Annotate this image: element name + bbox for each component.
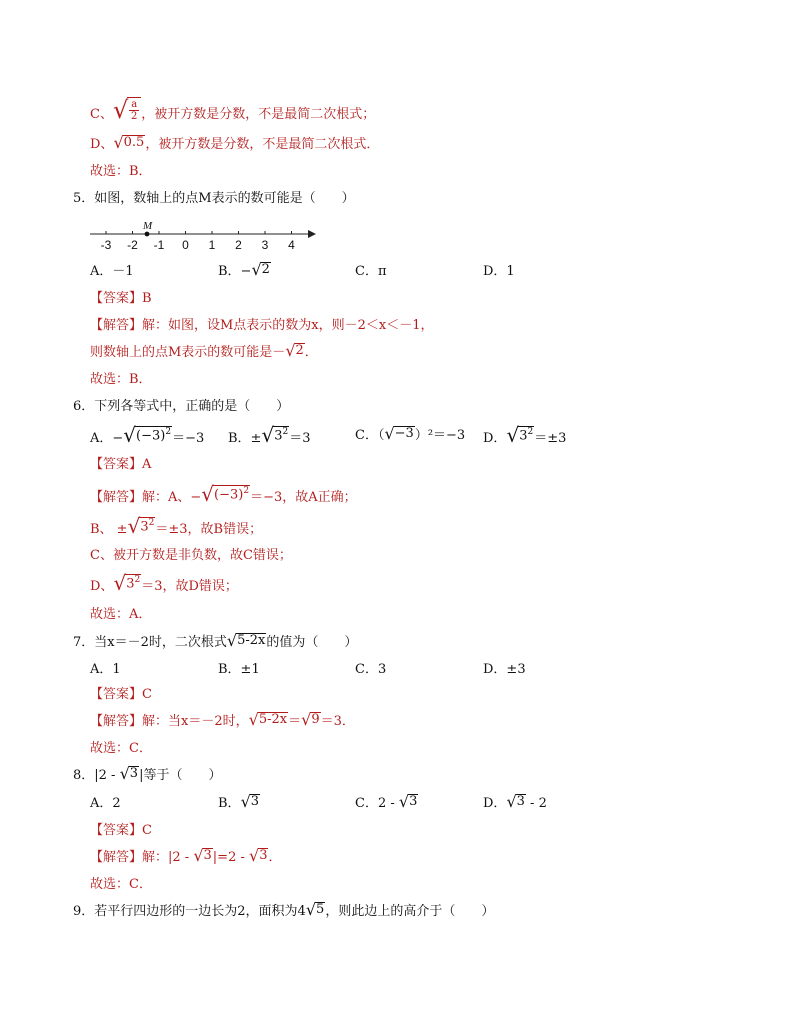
sqrt-expression: √ $3^2$ bbox=[261, 423, 289, 447]
radicand: 5-2x bbox=[237, 633, 266, 649]
radicand: 3 bbox=[250, 794, 260, 810]
q6-exp-a-prefix: 【解答】解：A、− bbox=[90, 490, 202, 505]
q7-stem-end: 的值为（ ） bbox=[266, 635, 358, 650]
prev-d-text: ，被开方数是分数，不是最简二次根式． bbox=[145, 137, 380, 152]
q9-stem bbox=[73, 901, 494, 923]
q7-stem bbox=[73, 632, 357, 654]
q5-option-c[interactable]: C．π bbox=[355, 264, 387, 279]
q7-explain-text: 【解答】解：当x＝－2时， bbox=[90, 714, 249, 729]
axis-arrow bbox=[308, 230, 316, 238]
tick-label: -3 bbox=[100, 238, 112, 252]
tick-label: 4 bbox=[288, 238, 295, 252]
q7-choose: 故选：C． bbox=[90, 741, 152, 756]
tick-label: 2 bbox=[235, 238, 242, 252]
sqrt-expression: √ 2 bbox=[285, 341, 304, 360]
radicand: 5-2x bbox=[258, 712, 288, 728]
sqrt-expression: √ 3 bbox=[506, 792, 525, 811]
q5-explain-1: 【解答】解：如图，设M点表示的数为x，则－2＜x＜－1， bbox=[90, 318, 434, 333]
q6-choose: 故选：A． bbox=[90, 607, 152, 622]
q6-a-suffix: ＝−3 bbox=[172, 431, 205, 446]
radicand: 2 bbox=[295, 343, 304, 359]
q6-b-suffix: ＝3 bbox=[289, 431, 311, 446]
q6-a-prefix: A．− bbox=[90, 431, 124, 446]
tick-label: 0 bbox=[182, 238, 189, 252]
q6-c-prefix: C．（ bbox=[355, 428, 385, 443]
q7-option-d[interactable]: D．±3 bbox=[483, 662, 526, 677]
q7-stem-text: 7．当x＝－2时，二次根式 bbox=[73, 635, 227, 650]
q6-exp-d-suffix: ＝3，故D错误； bbox=[141, 579, 238, 594]
radicand: 9 bbox=[311, 712, 320, 728]
exponent: 2 bbox=[527, 426, 534, 437]
exponent: 2 bbox=[134, 574, 141, 585]
q8-explain-end: ． bbox=[268, 850, 282, 865]
q8-option-a[interactable]: A．2 bbox=[90, 796, 121, 811]
q6-option-d[interactable] bbox=[483, 425, 566, 450]
sqrt-expression: √ 3 bbox=[249, 846, 268, 865]
radicand: 3 bbox=[129, 766, 139, 782]
prev-c-text: ，被开方数是分数，不是最简二次根式； bbox=[141, 107, 376, 122]
q5-option-b[interactable] bbox=[218, 261, 271, 283]
q6-explain-c: C、被开方数是非负数，故C错误； bbox=[90, 548, 292, 563]
radicand: (−3) bbox=[136, 428, 166, 444]
q6-b-prefix: B．± bbox=[228, 431, 262, 446]
radicand: 3 bbox=[409, 794, 418, 810]
exponent: 2 bbox=[243, 485, 250, 496]
prev-c-label: C、 bbox=[90, 107, 113, 122]
q5-explain-2 bbox=[90, 342, 318, 364]
tick-label: 3 bbox=[261, 238, 269, 252]
exponent: 2 bbox=[148, 517, 155, 528]
sqrt-expression: √ 5-2x bbox=[226, 631, 266, 650]
q6-d-prefix: D． bbox=[483, 431, 507, 446]
sqrt-expression: √ 3 bbox=[398, 792, 418, 811]
point-m bbox=[145, 232, 150, 237]
q8-stem-text: 8．|2 - bbox=[73, 768, 120, 783]
q5-answer: 【答案】B bbox=[90, 291, 152, 306]
q6-option-c[interactable] bbox=[355, 425, 465, 447]
sqrt-expression: √ −3 bbox=[384, 424, 414, 443]
sqrt-expression: √ $(-3)^2$ bbox=[201, 482, 250, 506]
radicand: −3 bbox=[394, 426, 414, 442]
q6-exp-b-suffix: ＝±3，故B错误； bbox=[155, 522, 263, 537]
q6-stem: 6．下列各等式中，正确的是（ ） bbox=[73, 399, 290, 414]
sqrt-expression: √ 0.5 bbox=[113, 133, 145, 152]
q7-equals: ＝ bbox=[288, 714, 302, 729]
q8-d-prefix: D． bbox=[483, 796, 507, 811]
radicand: 3 bbox=[126, 576, 135, 592]
prev-d-label: D、 bbox=[90, 137, 114, 152]
q7-option-a[interactable]: A．1 bbox=[90, 662, 121, 677]
q5-option-b-label: B．− bbox=[218, 264, 252, 279]
fraction-denominator: 2 bbox=[131, 111, 138, 122]
q8-stem bbox=[73, 765, 221, 787]
sqrt-expression: √ $(-3)^2$ bbox=[123, 423, 172, 447]
q7-option-c[interactable]: C．3 bbox=[355, 662, 387, 677]
fraction-numerator: a bbox=[131, 99, 138, 110]
sqrt-expression: √ 5-2x bbox=[248, 710, 288, 729]
q7-option-b[interactable]: B．±1 bbox=[218, 662, 260, 677]
sqrt-expression: √ $3^2$ bbox=[127, 514, 155, 538]
q5-stem: 5．如图，数轴上的点M表示的数可能是（ ） bbox=[73, 191, 355, 206]
q6-option-b[interactable] bbox=[228, 425, 311, 450]
radicand: 2 bbox=[261, 262, 270, 278]
q8-explain-text: 【解答】解：|2 - bbox=[90, 850, 194, 865]
q8-b-prefix: B． bbox=[218, 796, 241, 811]
q5-option-d[interactable]: D．1 bbox=[483, 264, 515, 279]
prev-option-c-line bbox=[90, 97, 375, 126]
radicand: 3 bbox=[259, 848, 268, 864]
prev-option-d-line bbox=[90, 134, 379, 156]
sqrt-expression: √ 2 bbox=[251, 260, 270, 279]
q6-c-suffix: ）²＝−3 bbox=[414, 428, 466, 443]
q5-explain-2-end: ． bbox=[304, 345, 318, 360]
radicand: 0.5 bbox=[123, 135, 145, 151]
q8-answer: 【答案】C bbox=[90, 823, 152, 838]
q5-option-a[interactable]: A．－1 bbox=[90, 264, 134, 279]
exponent: 2 bbox=[165, 426, 172, 437]
sqrt-expression: √ 5 bbox=[305, 900, 325, 919]
q8-explain-mid: |=2 - bbox=[212, 850, 249, 865]
q9-stem-end: ，则此边上的高介于（ ） bbox=[325, 904, 495, 919]
sqrt-expression: √ 3 bbox=[240, 792, 260, 811]
sqrt-expression: √ 3 bbox=[119, 764, 139, 783]
sqrt-expression: √ 9 bbox=[301, 710, 320, 729]
q8-choose: 故选：C． bbox=[90, 877, 152, 892]
q6-option-a[interactable] bbox=[90, 425, 204, 450]
q6-exp-d-prefix: D、 bbox=[90, 579, 114, 594]
point-m-label: M bbox=[143, 220, 153, 232]
prev-choose: 故选：B． bbox=[90, 164, 152, 179]
q6-explain-b bbox=[90, 516, 262, 541]
q8-explain bbox=[90, 847, 282, 869]
radicand: 3 bbox=[203, 848, 212, 864]
tick-label: -2 bbox=[127, 238, 138, 252]
sqrt-fraction: √ $\frac{a}{2}$ bbox=[113, 97, 141, 123]
q6-answer: 【答案】A bbox=[90, 457, 152, 472]
number-line bbox=[88, 218, 318, 254]
radicand: 3 bbox=[140, 519, 149, 535]
q6-exp-a-suffix: ＝−3，故A正确； bbox=[250, 490, 357, 505]
radicand: 3 bbox=[274, 428, 283, 444]
q5-explain-2-text: 则数轴上的点M表示的数可能是－ bbox=[90, 345, 286, 360]
q8-c-prefix: C．2 - bbox=[355, 796, 399, 811]
radicand: 3 bbox=[519, 428, 528, 444]
q8-stem-end: |等于（ ） bbox=[139, 768, 222, 783]
q8-d-suffix: - 2 bbox=[525, 796, 547, 811]
sqrt-expression: √ $3^2$ bbox=[506, 423, 534, 447]
q8-option-d[interactable] bbox=[483, 793, 547, 815]
q7-explain-end: ＝3． bbox=[320, 714, 355, 729]
q9-stem-text: 9．若平行四边形的一边长为2，面积为4 bbox=[73, 904, 306, 919]
q6-d-suffix: ＝±3 bbox=[534, 431, 567, 446]
sqrt-expression: √ $3^2$ bbox=[113, 571, 141, 595]
sqrt-expression: √ 3 bbox=[193, 846, 212, 865]
radicand: 5 bbox=[316, 902, 325, 918]
q7-explain bbox=[90, 711, 355, 733]
q7-answer: 【答案】C bbox=[90, 687, 152, 702]
q5-choose: 故选：B． bbox=[90, 372, 152, 387]
tick-label: 1 bbox=[208, 238, 216, 252]
exponent: 2 bbox=[282, 426, 289, 437]
radicand: (−3) bbox=[214, 487, 244, 503]
q6-explain-a bbox=[90, 484, 357, 509]
q8-option-c[interactable] bbox=[355, 793, 418, 815]
q6-exp-b-prefix: B、 ± bbox=[90, 522, 128, 537]
q8-option-b[interactable] bbox=[218, 793, 260, 815]
q6-explain-d bbox=[90, 573, 238, 598]
tick-label: -1 bbox=[153, 238, 165, 252]
radicand: 3 bbox=[516, 794, 525, 810]
